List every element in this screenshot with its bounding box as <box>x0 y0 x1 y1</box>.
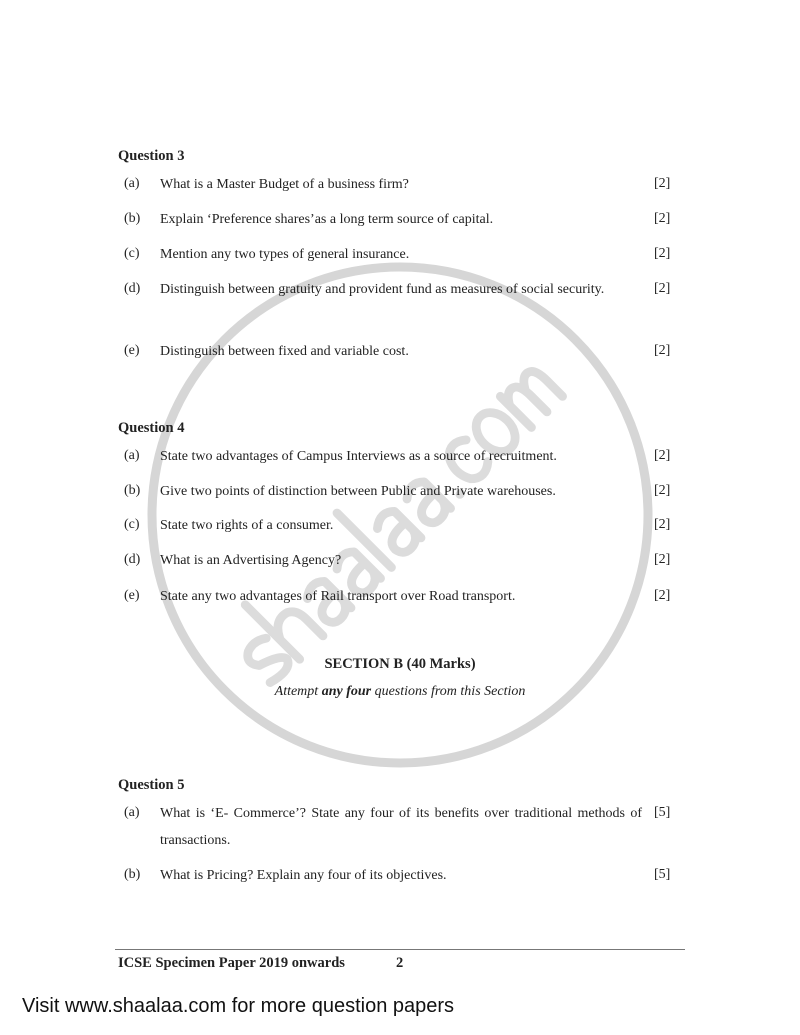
marks: [2] <box>654 281 671 296</box>
page-number: 2 <box>396 955 404 971</box>
marks: [5] <box>654 805 671 820</box>
item-label: (e) <box>124 588 140 603</box>
marks: [5] <box>654 867 671 882</box>
marks: [2] <box>654 211 671 226</box>
item-label: (b) <box>124 483 141 498</box>
marks: [2] <box>654 448 671 463</box>
promo-banner: Visit www.shaalaa.com for more question papers <box>22 995 455 1017</box>
question-text: State any two advantages of Rail transport over Road transport. <box>160 589 516 604</box>
section-title: SECTION B (40 Marks) <box>324 656 476 672</box>
question-text: State two rights of a consumer. <box>160 518 334 533</box>
item-label: (d) <box>124 281 141 296</box>
footer-title: ICSE Specimen Paper 2019 onwards <box>118 955 345 971</box>
item-label: (c) <box>124 517 140 532</box>
item-label: (c) <box>124 246 140 261</box>
instruction-text: questions from this Section <box>371 684 526 699</box>
item-label: (b) <box>124 867 141 882</box>
footer-divider <box>115 949 685 950</box>
question-text: What is Pricing? Explain any four of its objectives. <box>160 868 447 883</box>
question-text: Explain ‘Preference shares’as a long term source of capital. <box>160 212 494 227</box>
question-text: Distinguish between gratuity and provident fund as measures of social security. <box>160 282 605 297</box>
item-label: (b) <box>124 211 141 226</box>
question-text: Distinguish between fixed and variable cost. <box>160 344 409 359</box>
question-text: State two advantages of Campus Interviews as a source of recruitment. <box>160 449 557 464</box>
instruction-text: Attempt <box>274 684 322 699</box>
marks: [2] <box>654 588 671 603</box>
marks: [2] <box>654 343 671 358</box>
instruction-emphasis: any four <box>321 684 372 699</box>
question-text: Give two points of distinction between Public and Private warehouses. <box>160 484 556 499</box>
question-text: Mention any two types of general insurance. <box>160 247 410 262</box>
item-label: (e) <box>124 343 140 358</box>
marks: [2] <box>654 246 671 261</box>
marks: [2] <box>654 552 671 567</box>
marks: [2] <box>654 483 671 498</box>
question-heading: Question 4 <box>118 420 185 436</box>
item-label: (a) <box>124 448 140 463</box>
item-label: (d) <box>124 552 141 567</box>
question-text: What is an Advertising Agency? <box>160 553 342 568</box>
item-label: (a) <box>124 805 140 820</box>
question-text: What is a Master Budget of a business firm? <box>160 177 409 192</box>
question-heading: Question 5 <box>118 777 185 793</box>
item-label: (a) <box>124 176 140 191</box>
marks: [2] <box>654 176 671 191</box>
section-instruction <box>0 684 800 700</box>
question-heading: Question 3 <box>118 148 185 164</box>
marks: [2] <box>654 517 671 532</box>
question-text: What is ‘E- Commerce’? State any four of its benefits over traditional methods of transactions. <box>160 806 642 848</box>
